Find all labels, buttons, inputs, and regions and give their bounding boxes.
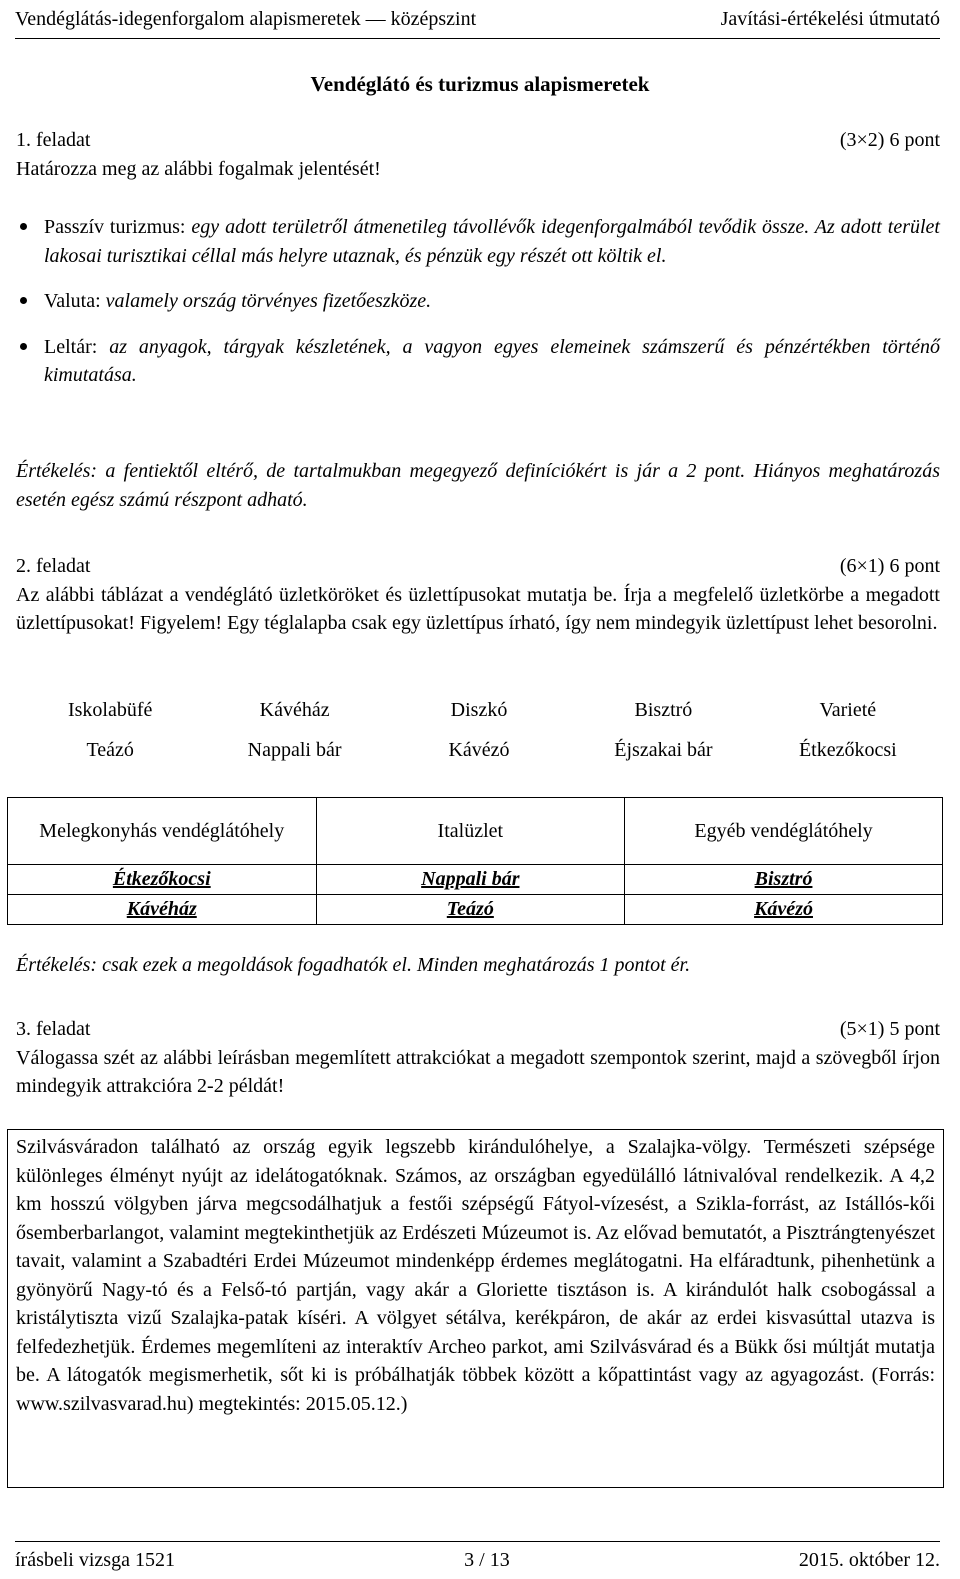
- type-option: Kávézó: [448, 738, 510, 761]
- type-option: Varieté: [819, 698, 877, 721]
- table-cell: Étkezőkocsi: [8, 865, 317, 895]
- definition-item: [16, 213, 940, 270]
- type-option: Bisztró: [634, 698, 693, 721]
- definition-text: valamely ország törvényes fizetőeszköze.: [105, 290, 432, 312]
- type-row: [18, 690, 940, 730]
- bullet-icon: [20, 297, 27, 304]
- task2-label: 2. feladat: [16, 555, 91, 577]
- task2-heading: [16, 552, 940, 638]
- footer-date: 2015. október 12.: [798, 1549, 940, 1571]
- definition-term: Valuta:: [44, 290, 106, 312]
- definition-text: egy adott területről átmenetileg távollévők idegenforgalmából tevődik össze. Az adott terület lakosai turisztikai céllal más helyre utaznak, és pénzük egy részét ott költik el.: [44, 216, 940, 267]
- task2-points: (6×1) 6 pont: [839, 555, 940, 577]
- task3-source-text: Szilvásváradon található az ország egyik legszebb kirándulóhelye, a Szalajka-völgy. Természeti szépsége különleges élményt nyújt az idelátogatóknak. Számos, az országban egyedülálló látnivalóval rendelkezik. A 4,2 km hosszú völgyben járva megcsodálhatjuk a festői szépségű Fátyol-vízesést, a Szikla-forrást, az Istállós-kői ősemberbarlangot, valamint megtekinthetjük az Erdészeti Múzeumot is. Az elővad bemutatót, a Pisztrángtenyészet tavait, valamint a Szabadtéri Erdei Múzeumot mindenképp érdemes meglátogatni. Ha elfáradtunk, pihenhetünk a gyönyörű Nagy-tó és a Felső-tó partján, vagy akár a Gloriette tisztáson is. A kirándulót halk csobogással a kristálytiszta vizű Szalajka-patak kíséri. A völgyet sétálva, kerékpáron, de akár az erdei kisvasúttal utazva is felfedezhetjük. Érdemes megemlíteni az interaktív Archeo parkot, ami Szilvásvárad és a Bükk ősi múltját mutatja be. A látogatók megismerhetik, sőt ki is próbálhatják többek között a kőpattintást vagy az agyagozást. (Forrás: www.szilvasvarad.hu) megtekintés: 2015.05.12.): [7, 1129, 944, 1488]
- task3-instruction: Válogassa szét az alábbi leírásban megemlített attrakciókat a megadott szempontok szerint, majd a szövegből írjon mindegyik attrakcióra 2-2 példát!: [16, 1046, 940, 1097]
- page-header: [15, 0, 940, 39]
- table-cell: Bisztró: [625, 865, 943, 895]
- table-cell: Kávéház: [8, 895, 317, 925]
- definition-term: Leltár:: [44, 335, 110, 358]
- definition-item: [16, 333, 940, 390]
- type-row: [18, 730, 940, 770]
- task1-evaluation: Értékelés: a fentiektől eltérő, de tartalmukban megegyező definíciókért is jár a 2 pont. Hiányos meghatározás esetén egész számú részpont adható.: [16, 460, 940, 511]
- definition-list: [16, 213, 940, 390]
- task2-instruction: Az alábbi táblázat a vendéglátó üzletköröket és üzlettípusokat mutatja be. Írja a megfelelő üzletkörbe a megadott üzlettípusokat! Figyelem! Egy téglalapba csak egy üzlettípus írható, így nem mindegyik üzlettípust lehet besorolni.: [16, 583, 940, 634]
- definition-text: az anyagok, tárgyak készletének, a vagyon egyes elemeinek számszerű és pénzértékben történő kimutatása.: [44, 335, 940, 386]
- page-number: 3 / 13: [464, 1549, 510, 1571]
- table-header: Italüzlet: [316, 798, 625, 865]
- table-cell: Nappali bár: [316, 865, 625, 895]
- table-cell: Kávézó: [625, 895, 943, 925]
- type-option: Nappali bár: [247, 738, 342, 761]
- table-row: [8, 865, 943, 895]
- task3-heading: [16, 1015, 940, 1101]
- header-doc-type: Javítási-értékelési útmutató: [720, 7, 940, 30]
- answer-table: [7, 797, 943, 925]
- definition-item: [16, 287, 940, 316]
- footer-exam-id: írásbeli vizsga 1521: [15, 1549, 175, 1571]
- task3-label: 3. feladat: [16, 1018, 91, 1040]
- task1-definitions: [16, 213, 940, 407]
- type-option: Iskolabüfé: [67, 698, 153, 721]
- definition-term: Passzív turizmus:: [44, 216, 192, 238]
- business-type-options: [18, 690, 940, 770]
- type-option: Teázó: [86, 738, 134, 761]
- task1-points: (3×2) 6 pont: [839, 129, 940, 151]
- table-cell: Teázó: [316, 895, 625, 925]
- bullet-icon: [20, 343, 27, 350]
- header-subject: Vendéglátás-idegenforgalom alapismeretek — középszint: [15, 7, 477, 30]
- type-option: Étkezőkocsi: [798, 738, 897, 761]
- table-row: [8, 895, 943, 925]
- task1-heading: [16, 126, 940, 183]
- type-option: Diszkó: [450, 698, 508, 721]
- table-header: Egyéb vendéglátóhely: [625, 798, 943, 865]
- page-footer: [15, 1541, 940, 1579]
- type-option: Éjszakai bár: [614, 738, 713, 761]
- bullet-icon: [20, 223, 27, 230]
- table-header: Melegkonyhás vendéglátóhely: [8, 798, 317, 865]
- task1-label: 1. feladat: [16, 129, 91, 151]
- section-title: Vendéglátó és turizmus alapismeretek: [310, 72, 650, 96]
- table-header-row: [8, 798, 943, 865]
- task1-instruction: Határozza meg az alábbi fogalmak jelentését!: [16, 157, 381, 180]
- task2-evaluation: Értékelés: csak ezek a megoldások fogadhatók el. Minden meghatározás 1 pontot ér.: [16, 954, 691, 976]
- task3-points: (5×1) 5 pont: [839, 1018, 940, 1040]
- type-option: Kávéház: [259, 698, 330, 721]
